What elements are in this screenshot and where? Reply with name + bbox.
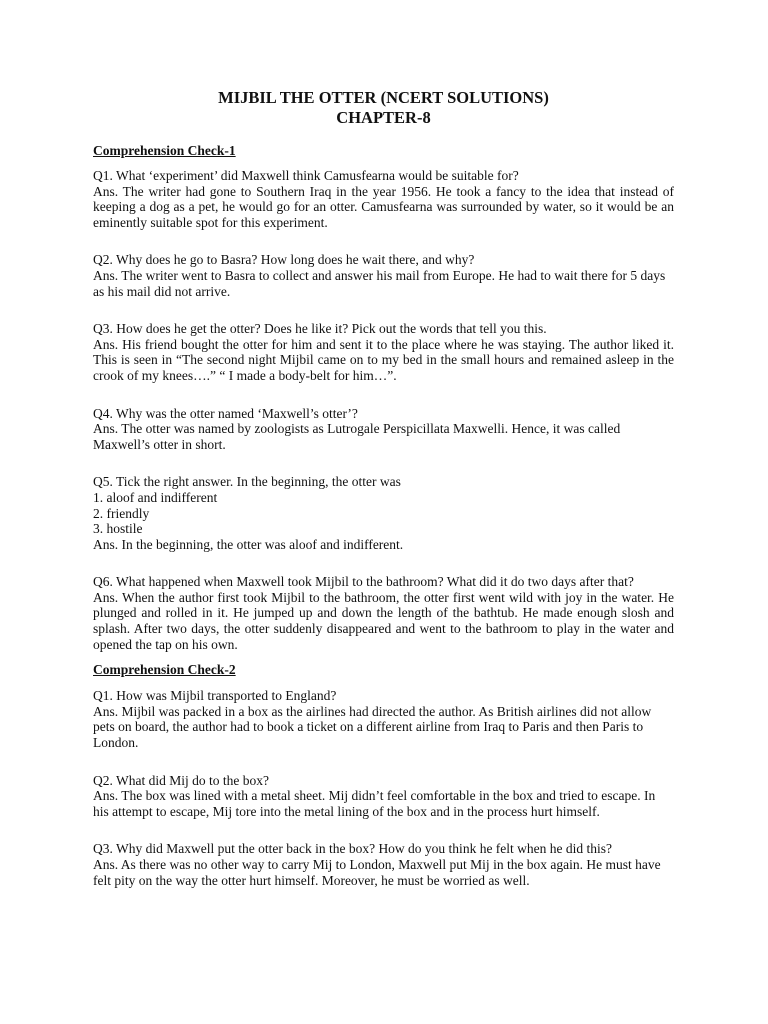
answer-text: Ans. The otter was named by zoologists as Lutrogale Perspicillata Maxwelli. Hence, it was called Maxwell’s otter in short. xyxy=(93,421,621,452)
answer-text: Ans. As there was no other way to carry Mij to London, Maxwell put Mij in the box again. He must have felt pity on the way the otter hurt himself. Moreover, he must be worried as well. xyxy=(93,857,661,888)
question-text: Q1. How was Mijbil transported to England? xyxy=(93,688,337,704)
option-item: 2. friendly xyxy=(93,505,150,521)
document-title: MIJBIL THE OTTER (NCERT SOLUTIONS) xyxy=(218,88,549,107)
question-text: Q4. Why was the otter named ‘Maxwell’s otter’? xyxy=(93,405,358,421)
question-block-2 xyxy=(93,252,674,299)
answer-text: Ans. Mijbil was packed in a box as the airlines had directed the author. As British airlines did not allow pets on board, the author had to book a ticket on a different airline from Iraq to Paris and then Paris to London. xyxy=(93,703,652,751)
question-text: Q1. What ‘experiment’ did Maxwell think Camusfearna would be suitable for? xyxy=(93,168,519,183)
question-text: Q3. Why did Maxwell put the otter back in the box? How do you think he felt when he did this? xyxy=(93,841,613,857)
answer-text: Ans. In the beginning, the otter was aloof and indifferent. xyxy=(93,536,404,552)
question-text: Q5. Tick the right answer. In the beginning, the otter was xyxy=(93,474,401,490)
question-block-6 xyxy=(93,574,674,652)
option-item: 3. hostile xyxy=(93,521,143,537)
question-block-3 xyxy=(93,321,674,383)
question-block-8 xyxy=(93,773,674,820)
question-block-9 xyxy=(93,841,674,888)
answer-text: Ans. The writer had gone to Southern Iraq in the year 1956. He took a fancy to the idea that instead of keeping a dog as a pet, he would go for an otter. Camusfearna was surrounded by water, so it would be an eminently suitable spot for this experiment. xyxy=(93,183,674,230)
answer-text: Ans. The box was lined with a metal sheet. Mij didn’t feel comfortable in the box and tried to escape. In his attempt to escape, Mij tore into the metal lining of the box and in the process hurt himself. xyxy=(93,788,656,819)
question-block-1 xyxy=(93,168,674,230)
answer-text: Ans. The writer went to Basra to collect and answer his mail from Europe. He had to wait there for 5 days as his mail did not arrive. xyxy=(93,267,666,299)
question-text: Q6. What happened when Maxwell took Mijbil to the bathroom? What did it do two days after that? xyxy=(93,574,634,590)
question-text: Q2. What did Mij do to the box? xyxy=(93,772,269,788)
question-block-4 xyxy=(93,406,674,453)
option-item: 1. aloof and indifferent xyxy=(93,489,218,505)
document-page xyxy=(93,88,674,888)
section-heading-check-1: Comprehension Check-1 xyxy=(93,143,236,158)
chapter-title: CHAPTER-8 xyxy=(336,108,431,127)
answer-text: Ans. His friend bought the otter for him and sent it to the place where he was staying. The author liked it. This is seen in “The second night Mijbil came on to my bed in the small hours and remained asleep in the crook of my knees….” “ I made a body-belt for him…”. xyxy=(93,336,674,383)
section-heading-check-2: Comprehension Check-2 xyxy=(93,662,236,678)
question-text: Q2. Why does he go to Basra? How long does he wait there, and why? xyxy=(93,252,475,268)
question-text: Q3. How does he get the otter? Does he like it? Pick out the words that tell you this. xyxy=(93,321,547,337)
answer-text: Ans. When the author first took Mijbil to the bathroom, the otter first went wild with joy in the water. He plunged and rolled in it. He jumped up and down the length of the bathtub. He made enough slosh and splash. After two days, the otter suddenly disappeared and went to the bathroom to play in the water and opened the tap on his own. xyxy=(93,589,674,652)
question-block-7 xyxy=(93,688,674,750)
question-block-5 xyxy=(93,474,674,552)
